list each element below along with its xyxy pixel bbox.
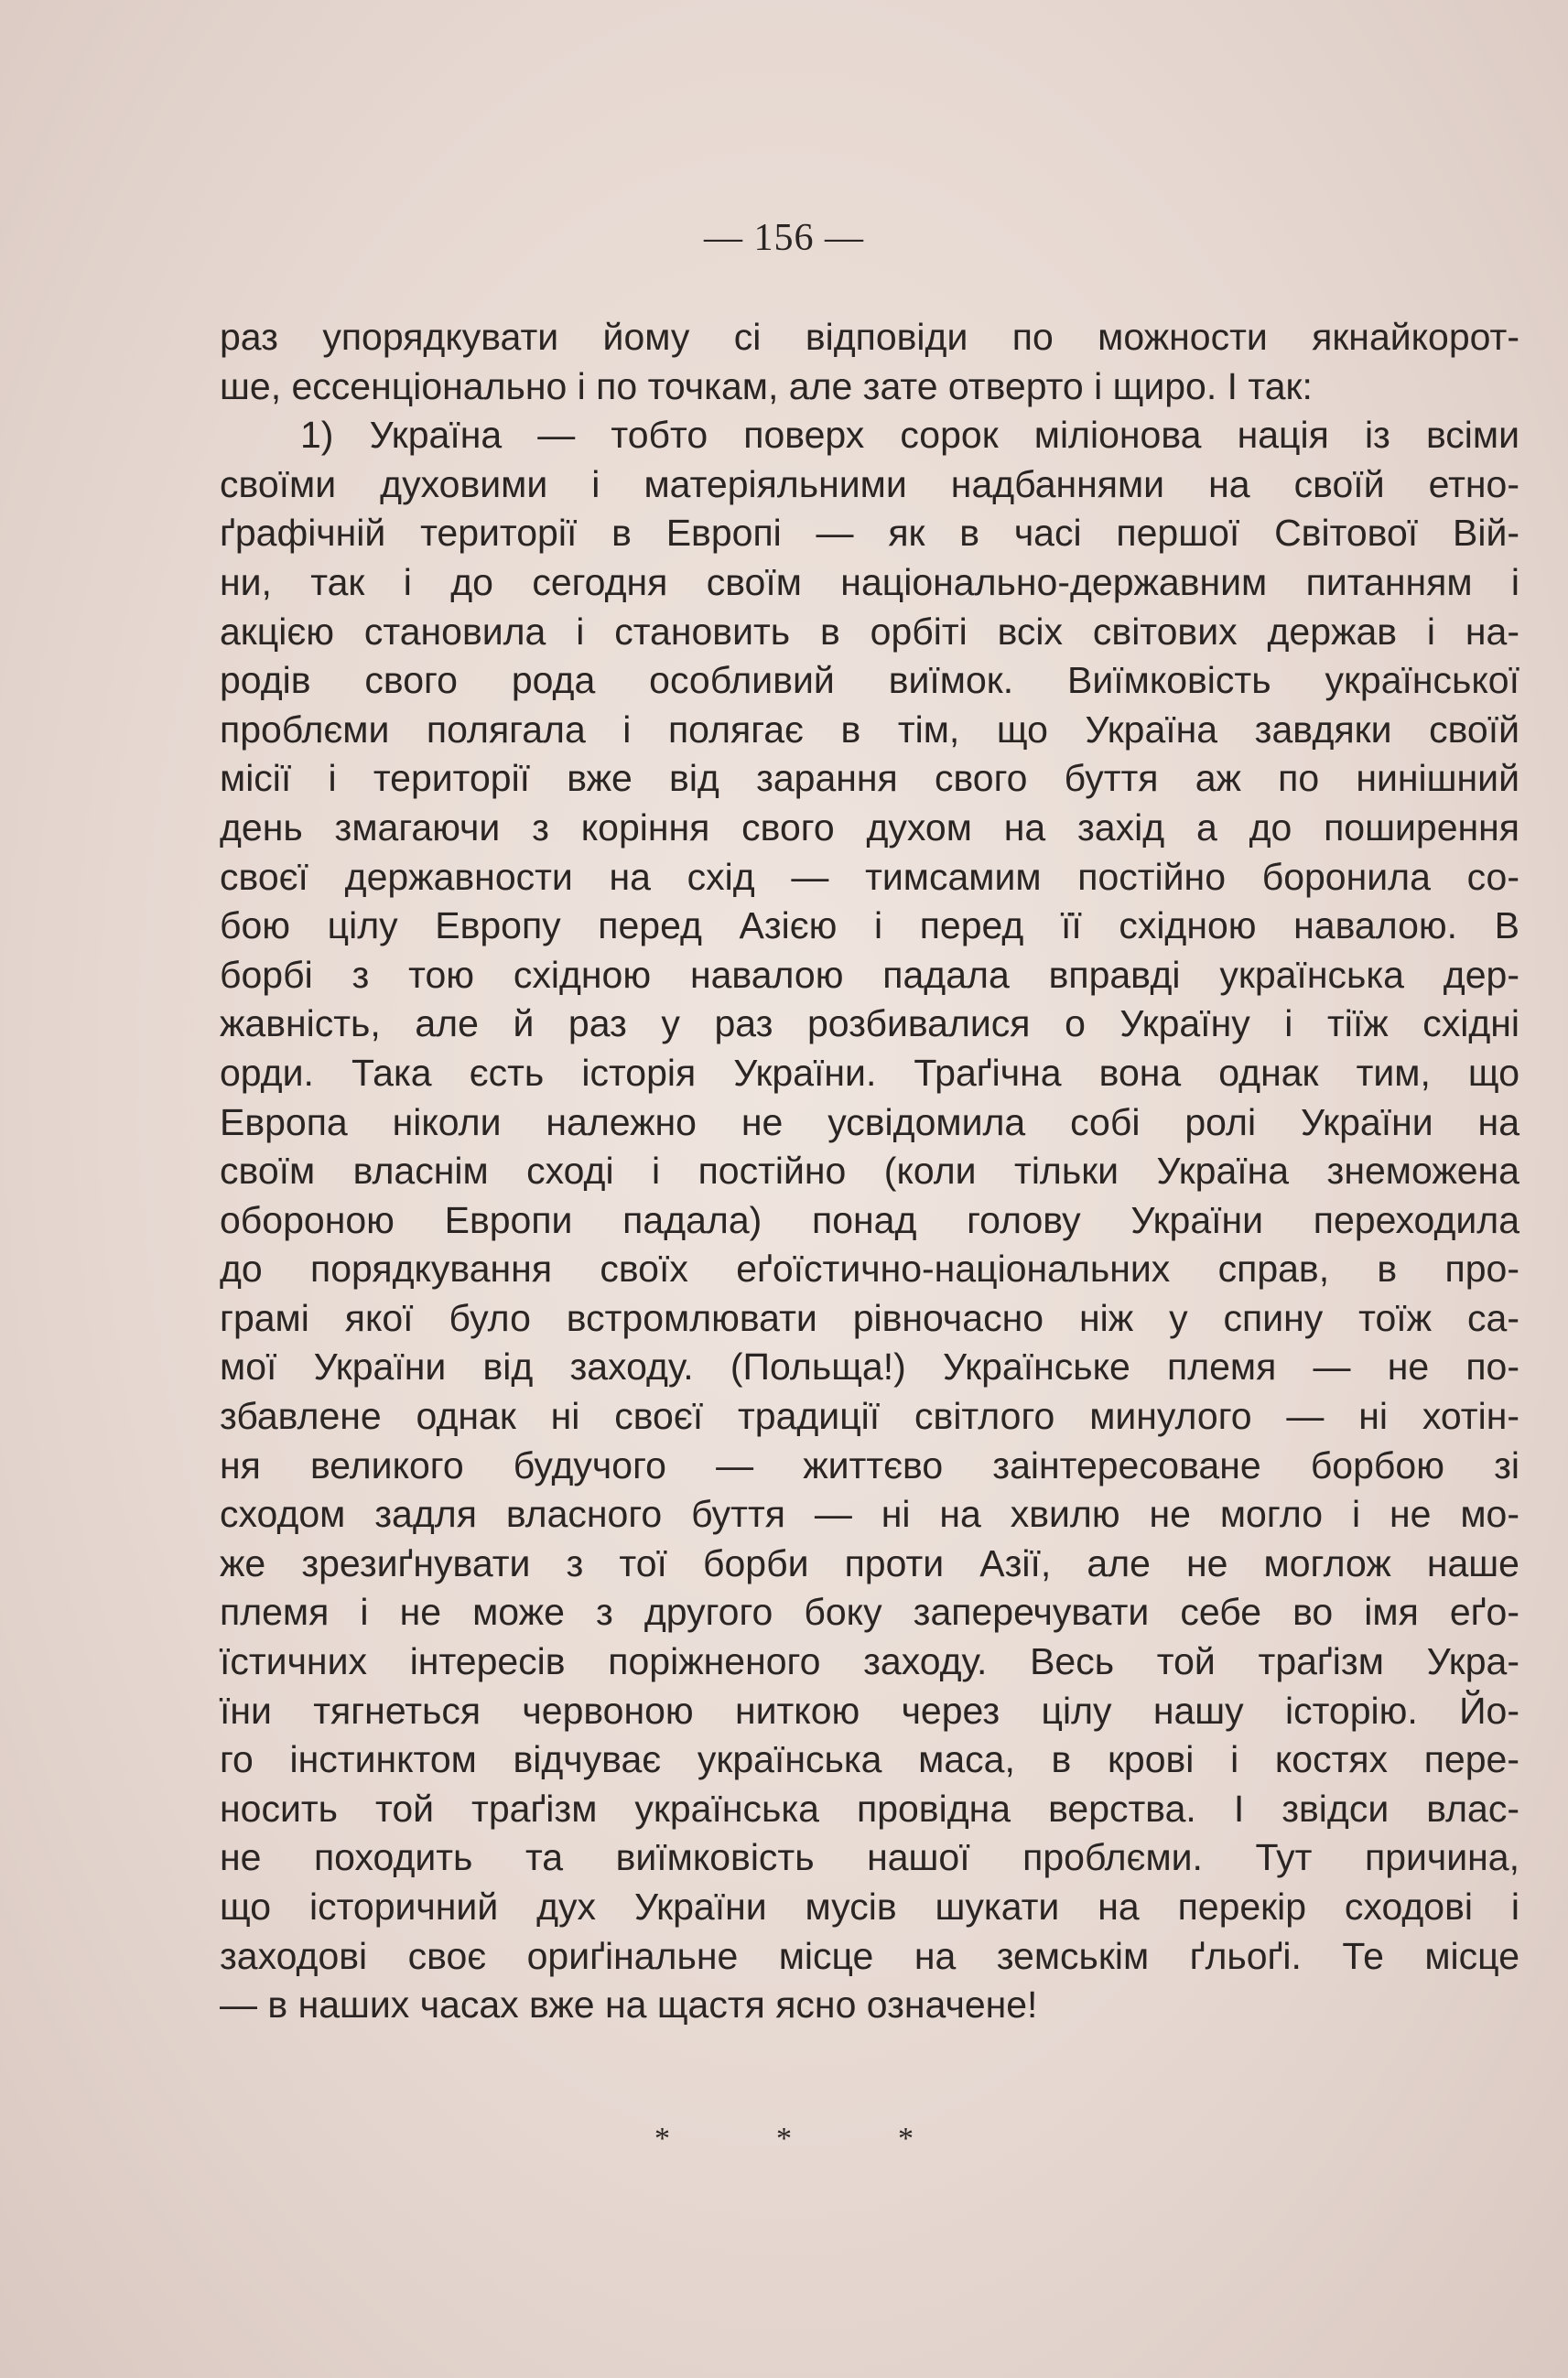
- text-line: не походить та виїмковість нашої проблєми. Тут причина,: [220, 1836, 1519, 1879]
- text-line: місії і території вже від зарання свого буття аж по нинішний: [220, 757, 1519, 800]
- text-line: 1) Україна — тобто поверх сорок міліонова нація із всіми: [300, 414, 1519, 457]
- body-text: [220, 313, 1519, 2030]
- ornament-star: *: [898, 2122, 914, 2156]
- text-line: — в наших часах вже на щастя ясно означене!: [220, 1983, 1038, 2027]
- text-line: раз упорядкувати йому сі відповіди по можности якнайкорот-: [220, 316, 1519, 358]
- text-line: їстичних інтересів поріжненого заходу. Весь той траґізм Укра-: [220, 1640, 1519, 1683]
- text-line: день змагаючи з коріння свого духом на захід а до поширення: [220, 805, 1519, 849]
- text-line: ни, так і до сегодня своїм національно-державним питанням і: [220, 560, 1519, 603]
- text-line: заходові своє ориґінальне місце на земськім ґльоґі. Те місце: [220, 1934, 1519, 1977]
- ornament-star: *: [654, 2122, 670, 2156]
- text-line: го інстинктом відчуває українська маса, в крові і костях пере-: [220, 1738, 1519, 1781]
- ornament-star: *: [776, 2122, 792, 2156]
- text-line: проблєми полягала і полягає в тім, що Україна завдяки своїй: [220, 708, 1519, 751]
- text-line: жавність, але й раз у раз розбивалися о Україну і тіїж східні: [220, 1002, 1519, 1045]
- text-line: бою цілу Европу перед Азією і перед її східною навалою. В: [220, 904, 1519, 947]
- text-line: їни тягнеться червоною ниткою через цілу нашу історію. Йо-: [220, 1689, 1519, 1732]
- text-line: же зрезиґнувати з тої борби проти Азії, але не моглож наше: [220, 1541, 1519, 1584]
- text-line: орди. Така єсть історія України. Траґічна вона однак тим, що: [220, 1051, 1519, 1094]
- text-line: родів свого рода особливий виїмок. Виїмковість української: [220, 659, 1519, 702]
- text-line: ня великого будучого — життєво заінтересоване борбою зі: [220, 1443, 1519, 1486]
- text-line: Европа ніколи належно не усвідомила собі ролі України на: [220, 1100, 1519, 1143]
- text-line: борбі з тою східною навалою падала вправді українська дер-: [220, 953, 1519, 996]
- text-line: збавлене однак ні своєї традиції світлого минулого — ні хотін-: [220, 1395, 1519, 1438]
- text-line: сходом задля власного буття — ні на хвилю не могло і не мо-: [220, 1493, 1519, 1536]
- text-line: носить той траґізм українська провідна верства. І звідси влас-: [220, 1787, 1519, 1830]
- section-ornament: [0, 2122, 1568, 2156]
- text-line: мої України від заходу. (Польща!) Українське племя — не по-: [220, 1346, 1519, 1389]
- text-line: грамі якої було встромлювати рівночасно ніж у спину тоїж са-: [220, 1296, 1519, 1339]
- text-line: ґрафічній території в Европі — як в часі першої Світової Вій-: [220, 512, 1519, 555]
- text-line: своїм власнім сході і постійно (коли тільки Україна знеможена: [220, 1150, 1519, 1193]
- text-line: обороною Европи падала) понад голову України переходила: [220, 1198, 1519, 1241]
- page-number: — 156 —: [704, 217, 864, 259]
- text-line: своїми духовими і матеріяльними надбаннями на своїй етно-: [220, 462, 1519, 505]
- text-line: своєї державности на схід — тимсамим постійно боронила со-: [220, 855, 1519, 898]
- text-line: ше, ессенціонально і по точкам, але зате отверто і щиро. І так:: [220, 364, 1313, 407]
- text-line: акцією становила і становить в орбіті всіх світових держав і на-: [220, 610, 1519, 653]
- text-line: до порядкування своїх еґоїстично-національних справ, в про-: [220, 1248, 1519, 1291]
- text-line: що історичний дух України мусів шукати на перекір сходові і: [220, 1886, 1519, 1928]
- text-line: племя і не може з другого боку заперечувати себе во імя еґо-: [220, 1591, 1519, 1634]
